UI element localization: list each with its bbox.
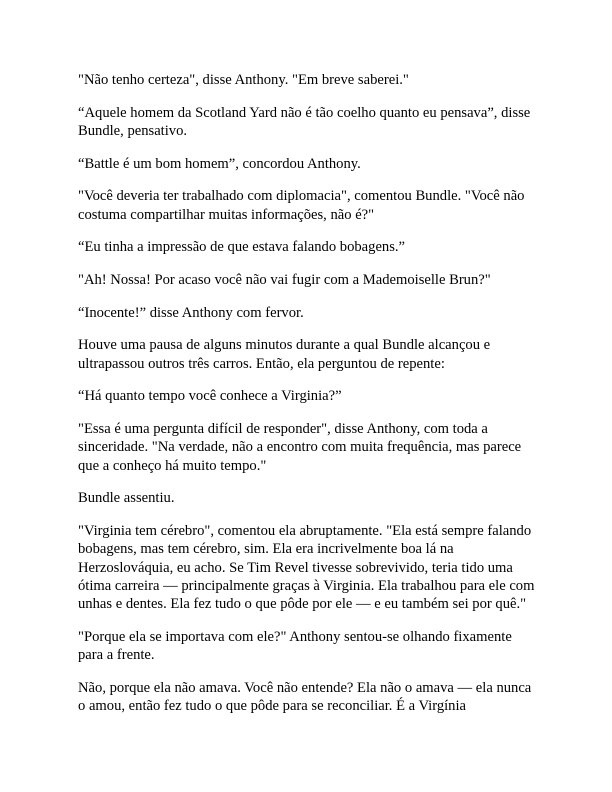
paragraph-8: Houve uma pausa de alguns minutos durante a qual Bundle alcançou e ultrapassou outros três carros. Então, ela perguntou de repente:: [78, 337, 491, 372]
paragraph-6: "Ah! Nossa! Por acaso você não vai fugir com a Mademoiselle Brun?": [78, 272, 491, 289]
paragraph-14: Não, porque ela não amava. Você não entende? Ela não o amava — ela nunca o amou, então fez tudo o que pôde para se reconciliar. É a Virgínia: [78, 679, 532, 715]
paragraph-4: "Você deveria ter trabalhado com diplomacia", comentou Bundle. "Você não costuma compartilhar muitas informações, não é?": [78, 188, 525, 223]
paragraph-7: “Inocente!” disse Anthony com fervor.: [78, 304, 304, 321]
paragraph-10: "Essa é uma pergunta difícil de responder", disse Anthony, com toda a sinceridade. "Na verdade, não a encontro com muita frequência, mas parece que a conheço há muito tempo.": [78, 421, 522, 474]
paragraph-1: "Não tenho certeza", disse Anthony. "Em breve saberei.": [78, 72, 409, 88]
paragraph-3: “Battle é um bom homem”, concordou Anthony.: [78, 155, 361, 172]
paragraph-9: “Há quanto tempo você conhece a Virginia?”: [78, 388, 342, 405]
paragraph-11: Bundle assentiu.: [78, 490, 175, 507]
paragraph-5: “Eu tinha a impressão de que estava falando bobagens.”: [78, 239, 406, 256]
paragraph-12: "Virginia tem cérebro", comentou ela abruptamente. "Ela está sempre falando bobagens, mas tem cérebro, sim. Ela era incrivelmente boa lá na Herzoslováquia, eu acho. Se Tim Revel tivesse sobrevivido, teria tido uma ótima carreira — principalmente graças à Virginia. Ela trabalhou para ele com unhas e dentes. Ela fez tudo o que pôde por ele — e eu também sei por quê.": [78, 523, 535, 613]
page-body: [78, 71, 540, 730]
paragraph-2: “Aquele homem da Scotland Yard não é tão coelho quanto eu pensava”, disse Bundle, pensativo.: [78, 104, 531, 139]
paragraph-13: "Porque ela se importava com ele?" Anthony sentou-se olhando fixamente para a frente.: [78, 628, 512, 664]
